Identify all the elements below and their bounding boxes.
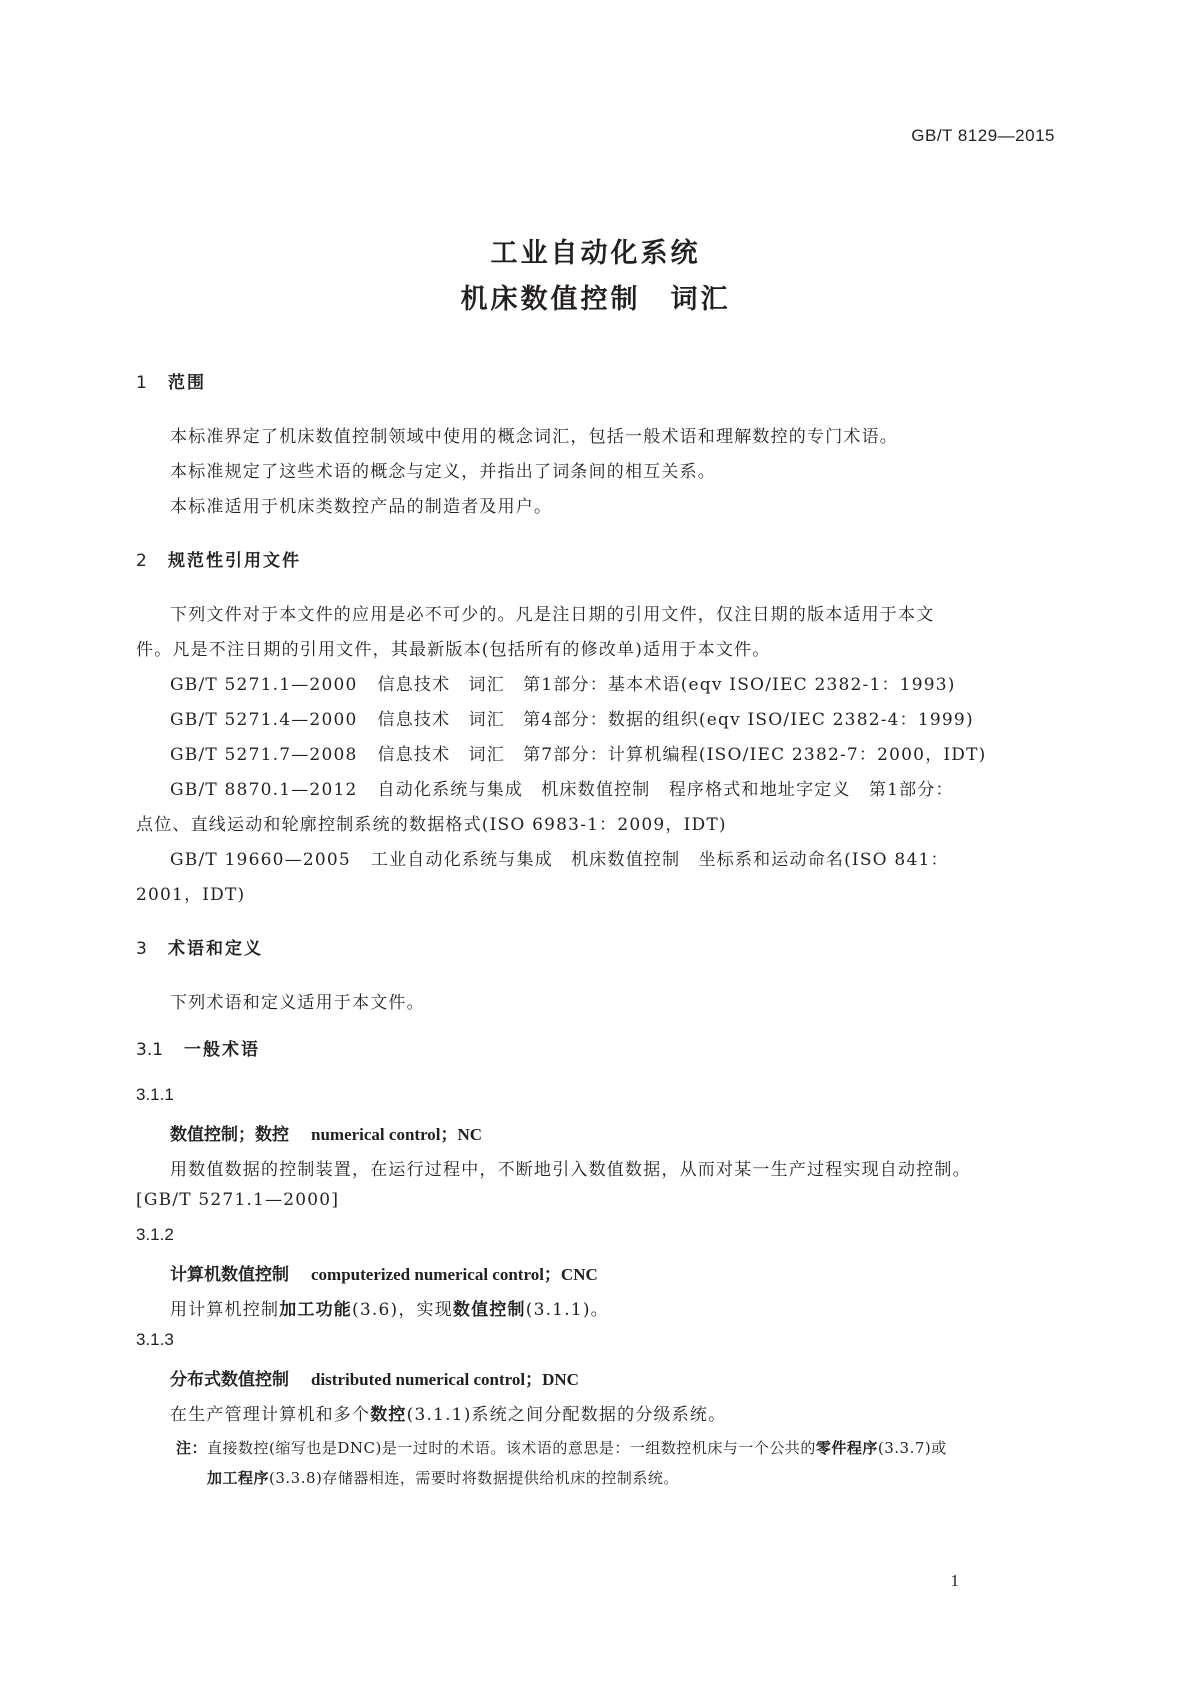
- term-cross-reference: 加工程序: [207, 1469, 270, 1487]
- reference-code: GB/T 5271.1—2000: [170, 675, 358, 695]
- reference-item: [170, 775, 954, 800]
- term-cross-reference: 数控: [370, 1405, 407, 1425]
- term-source: [GB/T 5271.1—2000]: [136, 1190, 340, 1210]
- term-note-continuation: [207, 1467, 679, 1488]
- section-3-title: 术语和定义: [168, 939, 263, 959]
- document-title-line-1: 工业自动化系统: [490, 238, 701, 269]
- note-label: 注：: [176, 1439, 208, 1457]
- term-heading: [170, 1260, 598, 1285]
- subsection-3-1-title: 一般术语: [184, 1040, 260, 1060]
- reference-title: 信息技术 词汇 第1部分：基本术语(eqv ISO/IEC 2382-1：1993): [377, 675, 956, 695]
- section-2-heading: [136, 546, 301, 571]
- subsection-3-1-heading: [136, 1035, 260, 1060]
- term-cross-reference: 加工功能: [279, 1300, 353, 1320]
- section-3-heading: [136, 934, 263, 959]
- section-1-title: 范围: [168, 373, 206, 393]
- term-definition: [170, 1295, 609, 1320]
- definition-text: 在生产管理计算机和多个: [170, 1405, 371, 1425]
- section-1-heading: [136, 368, 206, 393]
- term-english: distributed numerical control；DNC: [311, 1370, 579, 1389]
- section-2-title: 规范性引用文件: [168, 551, 301, 571]
- term-number: 3.1.3: [136, 1330, 174, 1349]
- section-1-number: 1: [136, 373, 147, 393]
- section-2-number: 2: [136, 551, 147, 571]
- section-1-paragraph: 本标准界定了机床数值控制领域中使用的概念词汇，包括一般术语和理解数控的专门术语。: [170, 427, 898, 447]
- reference-title: 信息技术 词汇 第4部分：数据的组织(eqv ISO/IEC 2382-4：1999): [377, 710, 974, 730]
- standard-code: GB/T 8129—2015: [911, 126, 1055, 145]
- page-number: 1: [950, 1571, 959, 1590]
- definition-text: (3.6)，实现: [352, 1300, 453, 1320]
- term-number: 3.1.2: [136, 1225, 174, 1244]
- section-1-paragraph: 本标准规定了这些术语的概念与定义，并指出了词条间的相互关系。: [170, 462, 716, 482]
- reference-code: GB/T 5271.7—2008: [170, 745, 358, 765]
- note-text: (3.3.8)存储器相连，需要时将数据提供给机床的控制系统。: [269, 1469, 679, 1487]
- reference-item: [170, 670, 956, 695]
- definition-text: 用计算机控制: [170, 1300, 280, 1320]
- term-number: 3.1.1: [136, 1085, 174, 1104]
- reference-item: [170, 740, 987, 765]
- reference-continuation: 点位、直线运动和轮廓控制系统的数据格式(ISO 6983-1：2009，IDT): [136, 815, 727, 835]
- term-chinese: 计算机数值控制: [170, 1265, 289, 1285]
- note-text: 直接数控(缩写也是DNC)是一过时的术语。该术语的意思是：一组数控机床与一个公共的: [207, 1439, 816, 1457]
- term-cross-reference: 数值控制: [452, 1300, 526, 1320]
- term-note: [176, 1437, 947, 1458]
- section-3-number: 3: [136, 939, 147, 959]
- subsection-3-1-number: 3.1: [136, 1040, 164, 1060]
- section-2-intro-line-1: 下列文件对于本文件的应用是必不可少的。凡是注日期的引用文件，仅注日期的版本适用于本文: [170, 605, 935, 625]
- term-english: numerical control；NC: [311, 1125, 483, 1144]
- reference-continuation: 2001，IDT): [136, 885, 246, 905]
- reference-code: GB/T 8870.1—2012: [170, 780, 358, 800]
- term-heading: [170, 1120, 482, 1145]
- reference-code: GB/T 19660—2005: [170, 850, 351, 870]
- section-3-intro: 下列术语和定义适用于本文件。: [170, 993, 425, 1013]
- reference-item: [170, 845, 949, 870]
- term-definition: [170, 1400, 726, 1425]
- definition-text: (3.1.1)。: [525, 1300, 609, 1320]
- reference-code: GB/T 5271.4—2000: [170, 710, 358, 730]
- term-definition: 用数值数据的控制装置，在运行过程中，不断地引入数值数据，从而对某一生产过程实现自动控制。: [170, 1160, 971, 1180]
- reference-item: [170, 705, 974, 730]
- term-english: computerized numerical control；CNC: [311, 1265, 598, 1284]
- section-2-intro-line-2: 件。凡是不注日期的引用文件，其最新版本(包括所有的修改单)适用于本文件。: [136, 640, 771, 660]
- term-chinese: 数值控制；数控: [170, 1125, 289, 1145]
- section-1-paragraph: 本标准适用于机床类数控产品的制造者及用户。: [170, 497, 553, 517]
- term-heading: [170, 1365, 579, 1390]
- document-title-line-2: 机床数值控制 词汇: [460, 284, 731, 315]
- definition-text: (3.1.1)系统之间分配数据的分级系统。: [406, 1405, 727, 1425]
- term-cross-reference: 零件程序: [815, 1439, 878, 1457]
- reference-title: 工业自动化系统与集成 机床数值控制 坐标系和运动命名(ISO 841：: [370, 850, 949, 870]
- reference-title: 信息技术 词汇 第7部分：计算机编程(ISO/IEC 2382-7：2000，IDT): [377, 745, 987, 765]
- note-text: (3.3.7)或: [877, 1439, 947, 1457]
- reference-title: 自动化系统与集成 机床数值控制 程序格式和地址字定义 第1部分：: [377, 780, 954, 800]
- term-chinese: 分布式数值控制: [170, 1370, 289, 1390]
